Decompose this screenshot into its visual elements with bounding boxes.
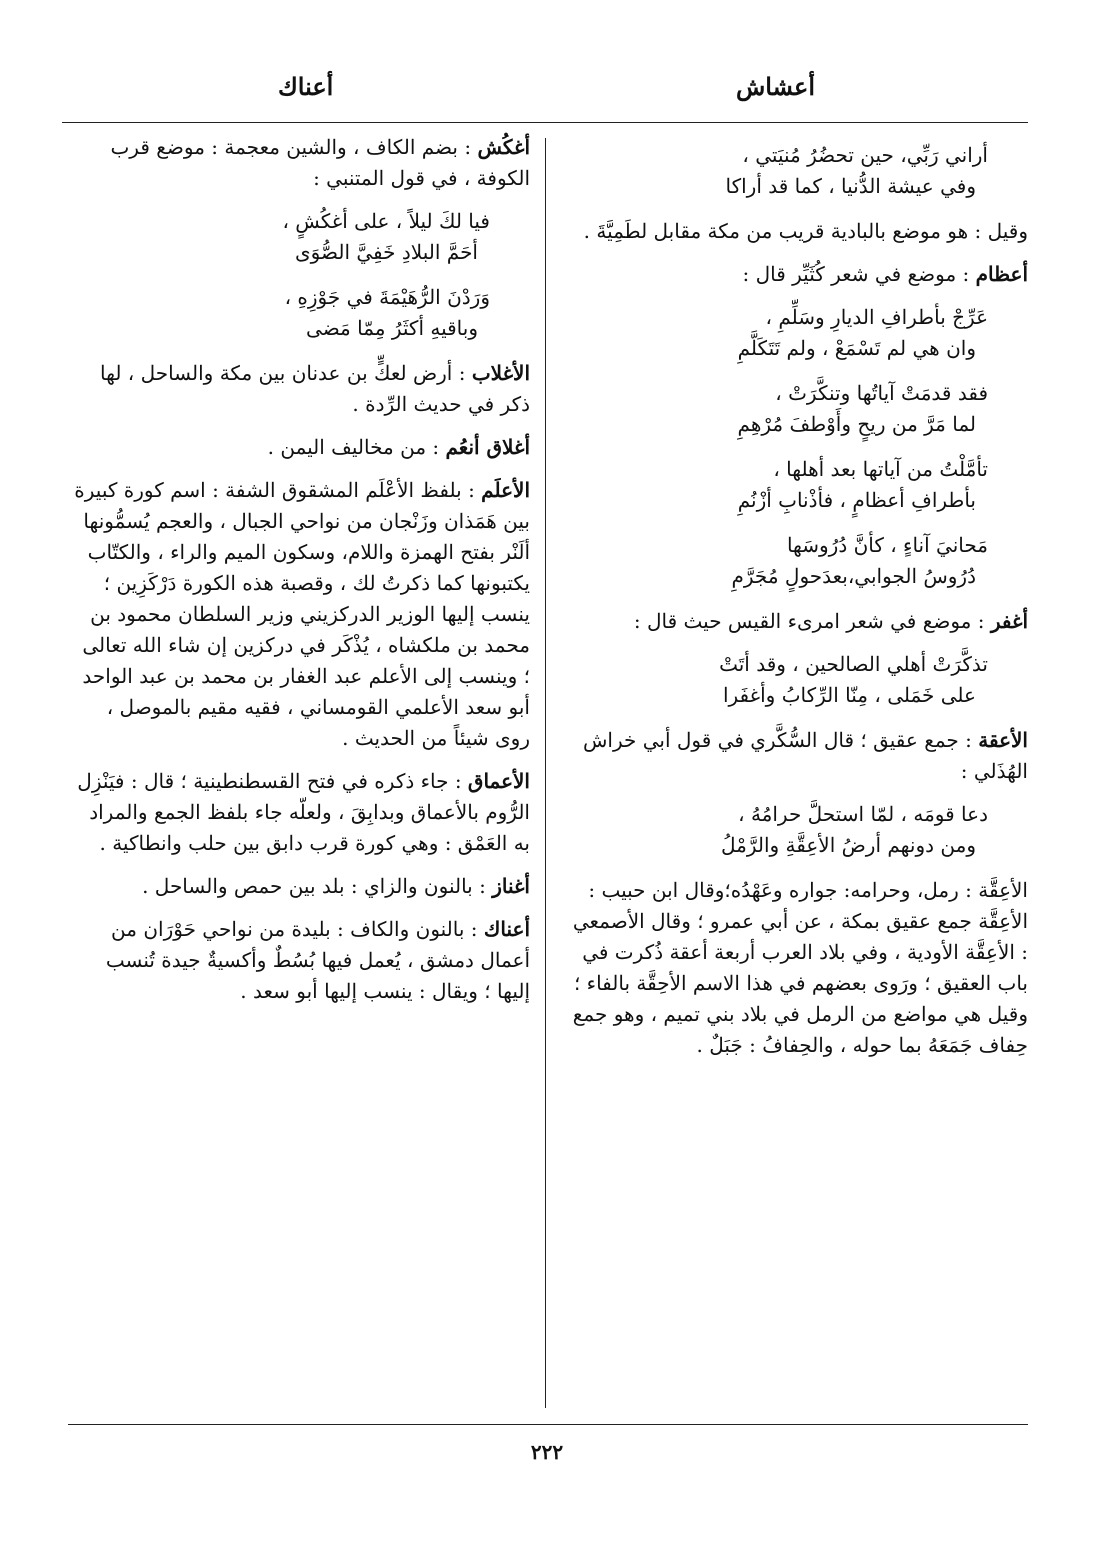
dictionary-entry [70, 358, 530, 420]
dictionary-entry [560, 606, 1028, 637]
verse-line: أحَمَّ البلادِ خَفِيَّ الصُّوَى [295, 240, 478, 264]
verse-line: عَرِّجْ بأطرافِ الديارِ وسَلِّمِ ، [765, 305, 988, 329]
dictionary-entry [560, 259, 1028, 290]
entry-body: : بالنون والزاي : بلد بين حمص والساحل . [142, 874, 486, 898]
left-column [70, 132, 530, 1019]
verse [560, 454, 1028, 516]
entry-term: أغفر [990, 609, 1028, 633]
verse-line: مَحانيَ آناءٍ ، كأنَّ دُرُوسَها [786, 533, 988, 557]
verse-line: ومن دونهم أرضُ الأعِقَّةِ والرَّمْلُ [720, 833, 976, 857]
verse-line: على خَمَلى ، مِنّا الرِّكابُ وأغفَرا [722, 683, 976, 707]
entry-body: : جاء ذكره في فتح القسطنطينية ؛ قال : فيَنْزِل الرُّوم بالأعماق وبدابِقَ ، ولعلّه جاء بلفظ الجمع والمراد به العَمْق : وهي كورة قرب دابق بين حلب وانطاكية . [77, 769, 530, 855]
entry-body: : بالنون والكاف : بليدة من نواحي حَوْرَان من أعمال دمشق ، يُعمل فيها بُسُطٌ وأكسيةٌ جيدة تُنسب إليها ؛ ويقال : ينسب إليها أبو سعد . [105, 917, 530, 1003]
running-head-left: أعناك [278, 72, 334, 101]
verse-line: وباقيهِ أكثَرُ مِمّا مَضى [306, 316, 478, 340]
entry-term: أعناك [483, 917, 530, 941]
verse-line: دعا قومَه ، لمّا استحلَّ حرامُهُ ، [738, 802, 988, 826]
verse [560, 799, 1028, 861]
entry-term: الأعقة [978, 728, 1028, 752]
verse-line: لما مَرَّ من ريحٍ وأَوْطفَ مُرْهِمِ [737, 412, 976, 436]
entry-body: : من مخاليف اليمن . [267, 435, 440, 459]
verse-line: وان هي لم تَسْمَعْ ، ولم تَتَكَلَّمِ [737, 336, 976, 360]
entry-term: أغكُش [477, 135, 530, 159]
paragraph [560, 216, 1028, 247]
page-number: ٢٢٢ [530, 1440, 564, 1464]
verse [560, 378, 1028, 440]
dictionary-entry [70, 432, 530, 463]
entry-term: أغناز [492, 874, 530, 898]
running-head-right: أعشاش [736, 72, 816, 101]
dictionary-entry [70, 914, 530, 1007]
verse [560, 302, 1028, 364]
paragraph-text: الأعِقَّة : رمل، وحرامه: جواره وعَهْدُه؛وقال ابن حبيب : الأعِقَّة جمع عقيق بمكة ، عن أبي عمرو ؛ وقال الأصمعي : الأعِقَّة الأودية ، وفي بلاد العرب أربعة أعقة ذُكرت في باب العقيق ؛ ورَوى بعضهم في هذا الاسم الأحِقَّة بالفاء ؛ وقيل هي مواضع من الرمل في بلاد بني تميم ، وهو جمع حِفاف جَمَعَهُ بما حوله ، والحِفافُ : جَبَلٌ . [572, 878, 1028, 1057]
entry-term: الأغلاب [471, 361, 530, 385]
entry-term: الأعماق [467, 769, 530, 793]
verse-line: تأمَّلْتُ من آياتها بعد أهلها ، [773, 457, 988, 481]
verse-line: أراني رَبِّي، حين تحضُرُ مُنيَتي ، [742, 143, 988, 167]
verse-line: تذكَّرَتْ أهلي الصالحين ، وقد أتَتْ [719, 652, 988, 676]
dictionary-entry [70, 766, 530, 859]
bottom-rule [68, 1424, 1028, 1425]
verse [70, 206, 530, 268]
entry-body: : بلفظ الأعْلَم المشقوق الشفة : اسم كورة كبيرة بين هَمَذان وزَنْجان من نواحي الجبال ، والعجم يُسمُّونها ألَنْر بفتح الهمزة واللام، وسكون الميم والراء ، والكتّاب يكتبونها كما ذكرتُ لك ، وقصبة هذه الكورة دَرْكَزِين ؛ ينسب إليها الوزير الدركزيني وزير السلطان محمود بن محمد بن ملكشاه ، يُذْكَر في دركزين إن شاء الله تعالى ؛ وينسب إلى الأعلم عبد الغفار بن محمد بن عبد الواحد أبو سعد الأعلمي القومساني ، فقيه مقيم بالموصل ، روى شيئاً من الحديث . [74, 478, 530, 750]
entry-body: : موضع في شعر كُثَيِّر قال : [742, 262, 970, 286]
entry-body: : بضم الكاف ، والشين معجمة : موضع قرب الكوفة ، في قول المتنبي : [110, 135, 530, 190]
verse [70, 282, 530, 344]
paragraph-text: وقيل : هو موضع بالبادية قريب من مكة مقابل لطَمِيَّةَ . [583, 219, 1028, 243]
entry-term: الأعلَم [481, 478, 530, 502]
entry-body: : أرض لعكٍّ بن عدنان بين مكة والساحل ، لها ذكر في حديث الرِّدة . [100, 361, 530, 416]
verse-line: وفي عيشة الدُّنيا ، كما قد أراكا [725, 174, 976, 198]
right-column [560, 132, 1028, 1073]
column-divider [545, 138, 546, 1408]
dictionary-entry [560, 725, 1028, 787]
entry-term: أغلاق أنعُم [445, 435, 530, 459]
entry-body: : موضع في شعر امرىء القيس حيث قال : [633, 609, 985, 633]
paragraph [560, 875, 1028, 1061]
verse [560, 649, 1028, 711]
verse-line: فقد قدمَتْ آياتُها وتنكَّرَتْ ، [775, 381, 988, 405]
verse [560, 530, 1028, 592]
dictionary-entry [70, 475, 530, 754]
dictionary-entry [70, 132, 530, 194]
entry-term: أعظام [975, 262, 1028, 286]
top-rule [62, 122, 1028, 123]
verse-line: وَرَدْنَ الرُّهَيْمَةَ في جَوْزِهِ ، [284, 285, 490, 309]
verse-line: فيا لكَ ليلاً ، على أغكُشٍ ، [282, 209, 490, 233]
dictionary-entry [70, 871, 530, 902]
verse-line: دُرُوسُ الجوابي،بعدَحولٍ مُجَرَّمِ [731, 564, 976, 588]
verse [560, 140, 1028, 202]
entry-body: : جمع عقيق ؛ قال السُّكَّري في قول أبي خراش الهُذَلي : [583, 728, 1028, 783]
verse-line: بأطرافِ أعظامٍ ، فأذْنابِ أزْنُمِ [737, 488, 976, 512]
